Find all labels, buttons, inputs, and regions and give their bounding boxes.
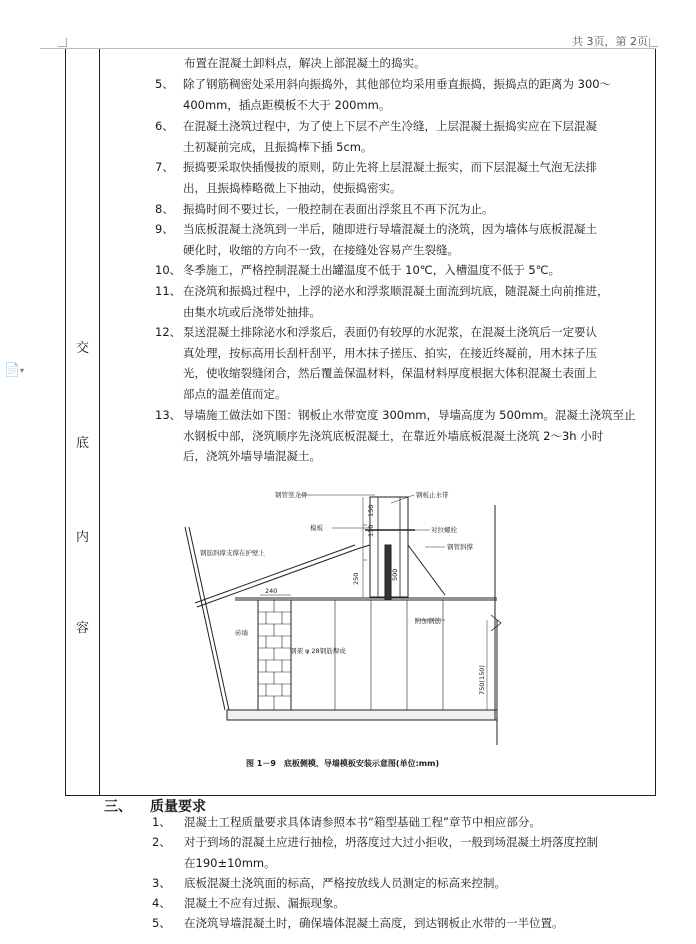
- quality-item-text: 在浇筑导墙混凝土时，确保墙体混凝土高度，到达钢板止水带的一半位置。: [184, 916, 564, 930]
- quality-item: [152, 812, 647, 833]
- list-item-number: 13、: [155, 408, 182, 422]
- list-item-number: 10、: [155, 263, 182, 277]
- list-item: [155, 74, 645, 115]
- quality-item-number: 2、: [152, 835, 171, 849]
- list-item: [155, 116, 645, 157]
- document-icon[interactable]: 📄: [4, 363, 21, 378]
- section-number: 三、: [104, 799, 132, 815]
- quality-item-number: 3、: [152, 876, 171, 890]
- margin-corner-mark: [58, 38, 67, 47]
- list-item-text: 冬季施工，严格控制混凝土出罐温度不低于 10℃，入槽温度不低于 5℃。: [183, 263, 561, 277]
- label-steel-pipe-brace: 钢管斜撑: [447, 543, 473, 551]
- quality-item: [152, 913, 647, 934]
- list-item-number: 7、: [155, 160, 174, 174]
- dimension-750: 750(150): [478, 665, 486, 695]
- list-item-text: 导墙施工做法如下图：钢板止水带宽度 300mm，导墙高度为 500mm。混凝土浇筑至止 水钢板中部，浇筑顺序先浇筑底板混凝土，在靠近外墙底板混凝土浇筑 2～3h 小时 后，浇筑外墙导墙混凝土。: [183, 408, 636, 464]
- quality-item-number: 4、: [152, 896, 171, 910]
- list-item-number: 8、: [155, 202, 174, 216]
- chevron-down-icon[interactable]: ▾: [20, 366, 25, 375]
- quality-item-number: 5、: [152, 916, 171, 930]
- list-item-number: 12、: [155, 325, 182, 339]
- list-item-number: 11、: [155, 284, 182, 298]
- list-item: [155, 281, 645, 322]
- list-item-text: 在混凝土浇筑过程中，为了使上下层不产生冷缝，上层混凝土振捣实应在下层混凝 土初凝前完成，且振捣棒下插 5cm。: [183, 119, 597, 154]
- list-item: [155, 219, 645, 260]
- label-steel-pipe-stud: 钢管竖龙骨: [275, 491, 308, 499]
- list-item-number: 5、: [155, 77, 174, 91]
- list-item-text: 振捣要采取快插慢拔的原则，防止先将上层混凝土振实，而下层混凝土气泡无法排 出，且振捣棒略微上下抽动，使振捣密实。: [183, 160, 597, 195]
- dimension-250: 250: [352, 572, 360, 585]
- list-item-text: 泵送混凝土排除泌水和浮浆后，表面仍有较厚的水泥浆，在混凝土浇筑后一定要认 真处理，按标高用长刮杆刮平，用木抹子搓压、拍实，在接近终凝前，用木抹子压 光，使收缩裂缝闭合，然后覆盖保温材料，保温材料厚度根据大体积混凝土表面上 部点的温差值而定。: [183, 325, 597, 401]
- column-label-char: 容: [75, 621, 89, 636]
- column-label-char: 底: [75, 436, 89, 451]
- left-label-column: [66, 49, 100, 795]
- label-extra-rebar: 附加钢筋: [415, 617, 441, 625]
- list-item: [155, 322, 645, 404]
- list-item-text: 当底板混凝土浇筑到一半后，随即进行导墙混凝土的浇筑，因为墙体与底板混凝土 硬化时，收缩的方向不一致，在接缝处容易产生裂缝。: [183, 222, 597, 257]
- list-item: [155, 405, 645, 467]
- quality-item: [152, 893, 647, 914]
- label-rebar-brace: 钢筋斜撑支撑在护壁上: [200, 549, 265, 557]
- list-item-text: 除了钢筋稠密处采用斜向振捣外，其他部位均采用垂直振捣，振捣点的距离为 300～ 400mm，插点距模板不大于 200mm。: [183, 77, 612, 112]
- figure-caption: 图 1－9 底板侧模、导墙模板安装示意图(单位:mm): [246, 759, 440, 768]
- label-steel-waterstop: 钢板止水带: [416, 491, 449, 499]
- list-item: [155, 199, 645, 220]
- quality-item-number: 1、: [152, 815, 171, 829]
- quality-item: [152, 873, 647, 894]
- quality-item-text: 混凝土不应有过振、漏振现象。: [184, 896, 345, 910]
- label-rebar-frame: 钢架 φ 28钢筋焊成: [290, 647, 346, 655]
- list-item: [90, 53, 630, 74]
- list-item-text: 布置在混凝土卸料点，解决上部混凝土的捣实。: [184, 56, 426, 70]
- label-tie-bolt: 对拉螺栓: [431, 526, 457, 534]
- list-item: [155, 157, 645, 198]
- list-item-text: 在浇筑和振捣过程中，上浮的泌水和浮浆顺混凝土面流到坑底，随混凝土向前推进， 由集水坑或后浇带处抽排。: [183, 284, 609, 319]
- dimension-150-upper: 150: [367, 504, 375, 517]
- page-counter: 共 3页，第 2页: [572, 35, 648, 48]
- quality-item: [152, 832, 647, 873]
- formwork-diagram: [175, 485, 515, 780]
- label-brick-wall: 砖墙: [235, 629, 248, 637]
- dimension-240: 240: [265, 587, 278, 595]
- dimension-500: 500: [391, 568, 399, 581]
- dimension-150-lower: 150: [367, 524, 375, 537]
- margin-corner-mark: [649, 38, 658, 47]
- quality-item-text: 底板混凝土浇筑面的标高，严格按放线人员测定的标高来控制。: [184, 876, 506, 890]
- column-label-char: 交: [75, 341, 89, 356]
- list-item-text: 振捣时间不要过长，一般控制在表面出浮浆且不再下沉为止。: [183, 202, 494, 216]
- list-item-number: 9、: [155, 222, 174, 236]
- column-label-char: 内: [75, 530, 89, 545]
- list-item-number: 6、: [155, 119, 174, 133]
- section-title: 质量要求: [150, 799, 206, 815]
- quality-item-text: 对于到场的混凝土应进行抽检，坍落度过大过小拒收，一般到场混凝土坍落度控制 在190±10mm。: [184, 835, 598, 870]
- list-item: [155, 260, 645, 281]
- label-formwork: 模板: [310, 524, 323, 532]
- quality-item-text: 混凝土工程质量要求具体请参照本书“箱型基础工程”章节中相应部分。: [184, 815, 541, 829]
